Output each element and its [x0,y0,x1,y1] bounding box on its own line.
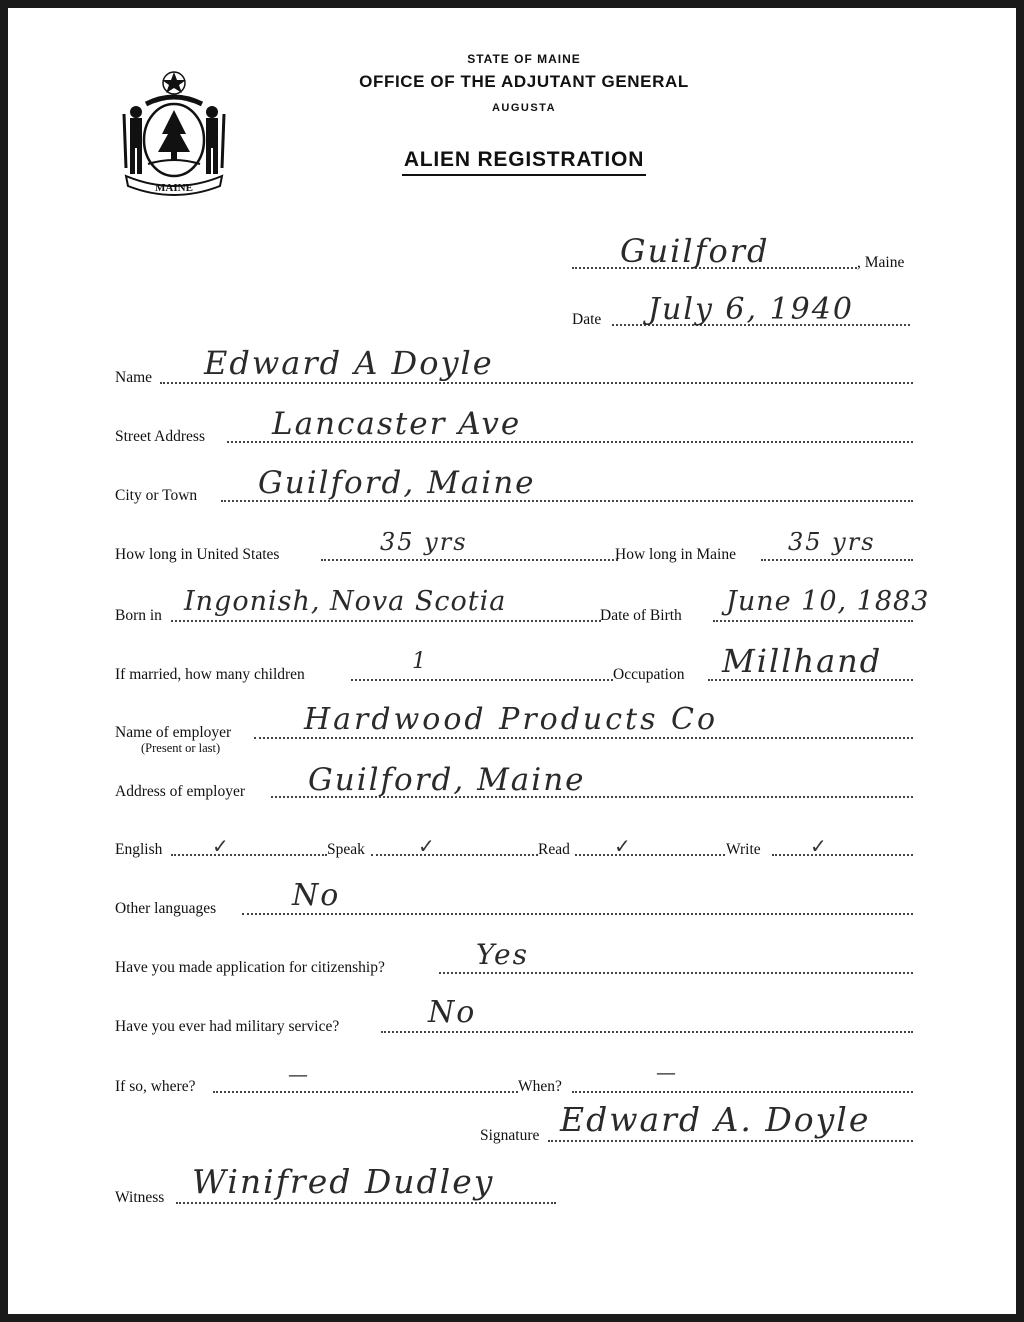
date-value: July 6, 1940 [648,292,854,327]
witness-line [176,1202,556,1204]
children-line [351,679,613,681]
employer-line [254,737,913,739]
header-city: AUGUSTA [491,102,557,114]
registration-form-page [8,8,1016,1314]
write-line [772,854,913,856]
emp-address-label: Address of employer [115,783,245,800]
seal-banner-text: MAINE [155,182,193,194]
occupation-label: Occupation [613,666,685,683]
form-title-text: ALIEN REGISTRATION [402,148,646,176]
maine-duration-value: 35 yrs [788,528,876,556]
us-duration-line [321,559,618,561]
dob-line [713,620,913,622]
english-label: English [115,841,163,858]
read-check-icon: ✓ [614,834,631,858]
write-check-icon: ✓ [810,834,827,858]
where-value: — [288,1062,310,1086]
when-line [572,1091,913,1093]
military-line [381,1031,913,1033]
employer-label: Name of employer [115,724,232,741]
form-title [20,148,1024,172]
citizenship-label: Have you made application for citizenship? [115,959,385,976]
speak-check-icon: ✓ [418,834,435,858]
city-label: City or Town [115,487,198,504]
date-label: Date [572,311,602,328]
witness-value: Winifred Dudley [192,1162,495,1201]
name-value: Edward A Doyle [204,344,494,382]
employer-value: Hardwood Products Co [304,702,719,737]
other-languages-line [242,913,913,915]
us-duration-value: 35 yrs [380,528,468,556]
emp-address-value: Guilford, Maine [308,762,586,798]
citizenship-value: Yes [476,938,529,971]
english-check-icon: ✓ [212,834,229,858]
signature-value: Edward A. Doyle [560,1100,871,1139]
english-line [171,854,327,856]
town-value: Guilford [620,232,770,270]
dob-value: June 10, 1883 [726,586,930,617]
witness-label: Witness [115,1189,165,1206]
street-value: Lancaster Ave [272,406,522,442]
maine-duration-line [761,559,913,561]
name-label: Name [115,369,153,386]
dob-label: Date of Birth [600,607,682,624]
when-value: — [656,1060,678,1084]
born-line [171,620,601,622]
read-line [575,854,725,856]
military-value: No [428,995,477,1030]
where-line [213,1091,518,1093]
citizenship-line [439,972,913,974]
maine-duration-label: How long in Maine [615,546,736,563]
where-label: If so, where? [115,1078,196,1095]
speak-line [371,854,538,856]
write-label: Write [726,841,761,858]
when-label: When? [518,1078,562,1095]
name-line [160,382,913,384]
signature-label: Signature [480,1127,540,1144]
other-languages-value: No [292,878,341,913]
children-value: 1 [412,649,428,674]
other-languages-label: Other languages [115,900,217,917]
signature-line [548,1140,913,1142]
city-value: Guilford, Maine [258,465,536,501]
military-label: Have you ever had military service? [115,1018,340,1035]
header-office: OFFICE OF THE ADJUTANT GENERAL [359,72,689,91]
occupation-value: Millhand [722,642,883,680]
us-duration-label: How long in United States [115,546,280,563]
read-label: Read [538,841,570,858]
street-label: Street Address [115,428,205,445]
header-state: STATE OF MAINE [467,52,581,66]
speak-label: Speak [327,841,365,858]
children-label: If married, how many children [115,666,305,683]
employer-note: (Present or last) [141,741,221,755]
town-suffix-label: , Maine [857,254,905,271]
born-label: Born in [115,607,162,624]
born-value: Ingonish, Nova Scotia [184,586,507,617]
